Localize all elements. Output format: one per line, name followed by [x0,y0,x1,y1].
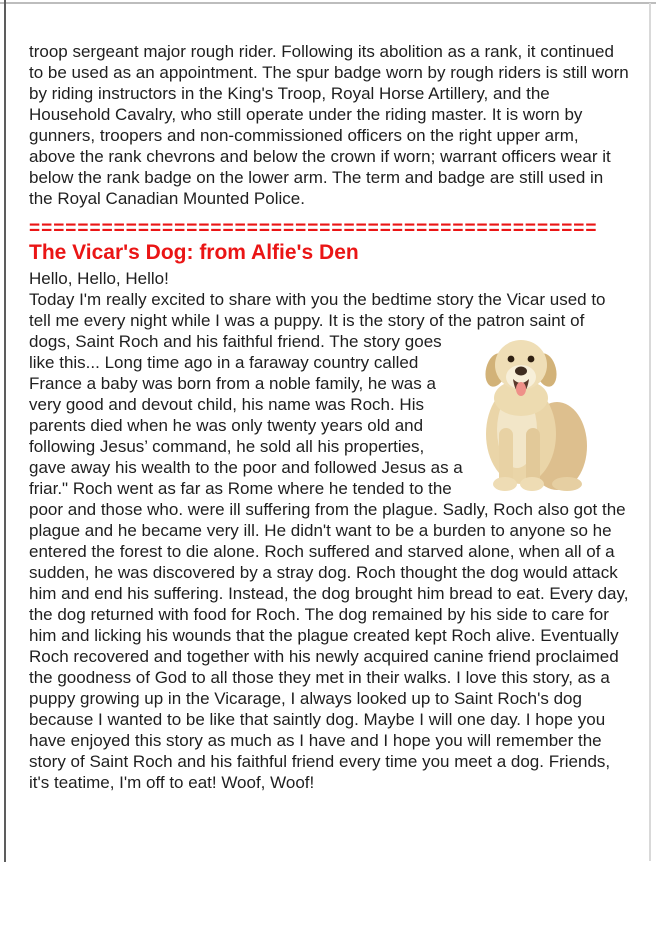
rough-rider-paragraph: troop sergeant major rough rider. Following its abolition as a rank, it continued to be used as an appointment. The spur badge worn by rough riders is still worn by riding instructors in the King's Troop, Royal Horse Artillery, and the Household Cavalry, who still operate under the riding master. It is worn by gunners, troopers and non-commissioned officers on the right upper arm, above the rank chevrons and below the crown if worn; warrant officers wear it below the rank badge on the lower arm. The term and badge are still used in the Royal Canadian Mounted Police. [29,42,629,208]
story-text-after-image: patron saint of dogs, Saint Roch and his faithful friend. The story goes like this... Long time ago in a faraway country called France a baby was born from a noble family, he was a very good and devout child, his name was Roch. His parents died when he was only twenty years old and following Jesus’ command, he sold all his properties, gave away his wealth to the poor and followed Jesus as a friar." Roch went as far as Rome where he tended to the poor and those who. were ill suffering from the plague. Sadly, Roch also got the plague and he became very ill. He didn't want to be a burden to anyone so he entered the forest to die alone. Roch suffered and starved alone, when all of a sudden, he was discovered by a stray dog. Roch thought the dog would attack him and end his suffering. Instead, the dog brought him bread to eat. Every day, the dog returned with food for Roch. The dog remained by his side to care for him and licking his wounds that the plague created kept Roch alive. Eventually Roch recovered and together with his newly acquired canine friend proclaimed the goodness of God to all those they met in their walks. I love this story, as a puppy growing up in the Vicarage, I always looked up to Saint Roch's dog because I wanted to be like that saintly dog. Maybe I will one day. I hope you have enjoyed this story as much as I have and I hope you will remember the story of Saint Roch and his faithful friend every time you meet a dog. Friends, it's teatime, I'm off to eat! Woof, Woof! [29,311,629,792]
page-left-edge-line [4,0,6,862]
page-top-edge-line [0,2,656,4]
section-separator: =============================================== [29,221,598,237]
story-paragraph [29,289,629,793]
page-right-edge-line [649,3,651,861]
article-title: The Vicar's Dog: from Alfie's Den [29,241,359,264]
greeting-line: Hello, Hello, Hello! [29,269,169,288]
golden-retriever-illustration [471,332,589,494]
page-content [29,41,629,793]
dog-photo [471,332,589,494]
story-text-before-image: Today I'm really excited to share with you the bedtime story the Vicar used to tell me every night while I was a puppy. It is the story of the [29,290,606,330]
